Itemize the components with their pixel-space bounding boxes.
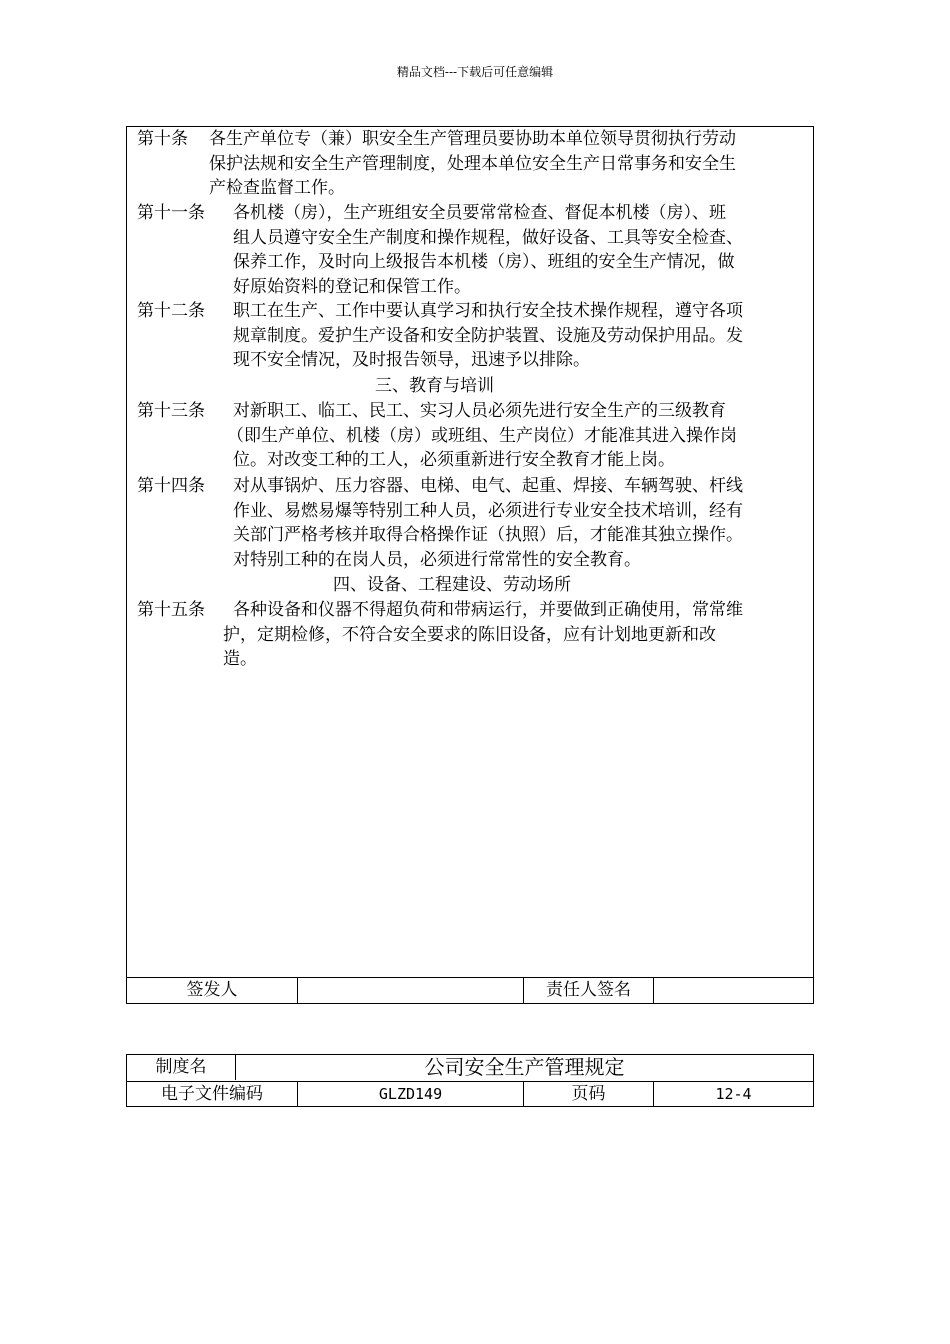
clause-line: 各种设备和仪器不得超负荷和带病运行，并要做到正确使用，常常维	[233, 600, 743, 620]
clause-line: 现不安全情况，及时报告领导，迅速予以排除。	[233, 350, 590, 370]
policy-name-label: 制度名	[155, 1057, 207, 1077]
clause-line: 各生产单位专（兼）职安全生产管理员要协助本单位领导贯彻执行劳动	[209, 129, 736, 149]
policy-name-value: 公司安全生产管理规定	[424, 1055, 625, 1079]
section-heading-3: 三、教育与培训	[375, 376, 494, 396]
issuer-signature-field[interactable]	[298, 978, 523, 1003]
file-code-value: GLZD149	[378, 1085, 443, 1103]
clause-line: 保护法规和安全生产管理制度，处理本单位安全生产日常事务和安全生	[209, 153, 736, 174]
file-code-label: 电子文件编码	[161, 1084, 263, 1104]
clause-line: 好原始资料的登记和保管工作。	[233, 276, 471, 297]
clause-line: 护，定期检修，不符合安全要求的陈旧设备，应有计划地更新和改	[223, 624, 716, 645]
clause-line: 规章制度。爱护生产设备和安全防护装置、设施及劳动保护用品。发	[233, 325, 743, 346]
clause-line: 作业、易燃易爆等特别工种人员，必须进行专业安全技术培训，经有	[233, 500, 743, 521]
regulation-content-box	[126, 126, 814, 978]
clause-11	[137, 201, 807, 299]
responsible-signature-field[interactable]	[654, 978, 813, 1003]
clause-line: 造。	[223, 649, 257, 669]
clause-line: 对从事锅炉、压力容器、电梯、电气、起重、焊接、车辆驾驶、杆线	[233, 476, 743, 496]
clause-tag: 第十一条	[137, 203, 205, 223]
document-info-table	[126, 1054, 814, 1107]
clause-line: 保养工作，及时向上级报告本机楼（房）、班组的安全生产情况，做	[233, 252, 735, 272]
clause-tag: 第十三条	[137, 401, 205, 421]
clause-tag: 第十条	[137, 129, 188, 149]
page-header: 精品文档---下载后可任意编辑	[396, 65, 554, 79]
clause-line: 对新职工、临工、民工、实习人员必须先进行安全生产的三级教育	[233, 401, 726, 421]
clause-tag: 第十五条	[137, 600, 205, 620]
clause-line: 组人员遵守安全生产制度和操作规程，做好设备、工具等安全检查、	[233, 227, 743, 248]
clause-line: 位。对改变工种的工人，必须重新进行安全教育才能上岗。	[233, 450, 675, 470]
clause-line: 各机楼（房），生产班组安全员要常常检查、督促本机楼（房）、班	[233, 203, 726, 223]
issuer-label: 签发人	[186, 980, 238, 1000]
section-heading-4: 四、设备、工程建设、劳动场所	[333, 575, 571, 595]
clause-line: 关部门严格考核并取得合格操作证（执照）后，才能准其独立操作。	[233, 525, 743, 545]
clause-13	[137, 399, 807, 473]
clause-tag: 第十四条	[137, 476, 205, 496]
clause-14	[137, 474, 807, 572]
signature-row	[126, 978, 814, 1004]
clause-line: （即生产单位、机楼（房）或班组、生产岗位）才能准其进入操作岗	[227, 425, 737, 446]
clause-line: 产检查监督工作。	[209, 178, 345, 198]
responsible-label: 责任人签名	[546, 980, 631, 1000]
clause-10	[137, 127, 807, 201]
page-number-label: 页码	[571, 1084, 606, 1104]
clause-15	[137, 598, 807, 672]
page-number-value: 12-4	[715, 1085, 752, 1103]
clause-tag: 第十二条	[137, 301, 205, 321]
clause-12	[137, 299, 807, 373]
clause-line: 职工在生产、工作中要认真学习和执行安全技术操作规程，遵守各项	[233, 301, 743, 321]
clause-line: 对特别工种的在岗人员，必须进行常常性的安全教育。	[233, 549, 641, 570]
